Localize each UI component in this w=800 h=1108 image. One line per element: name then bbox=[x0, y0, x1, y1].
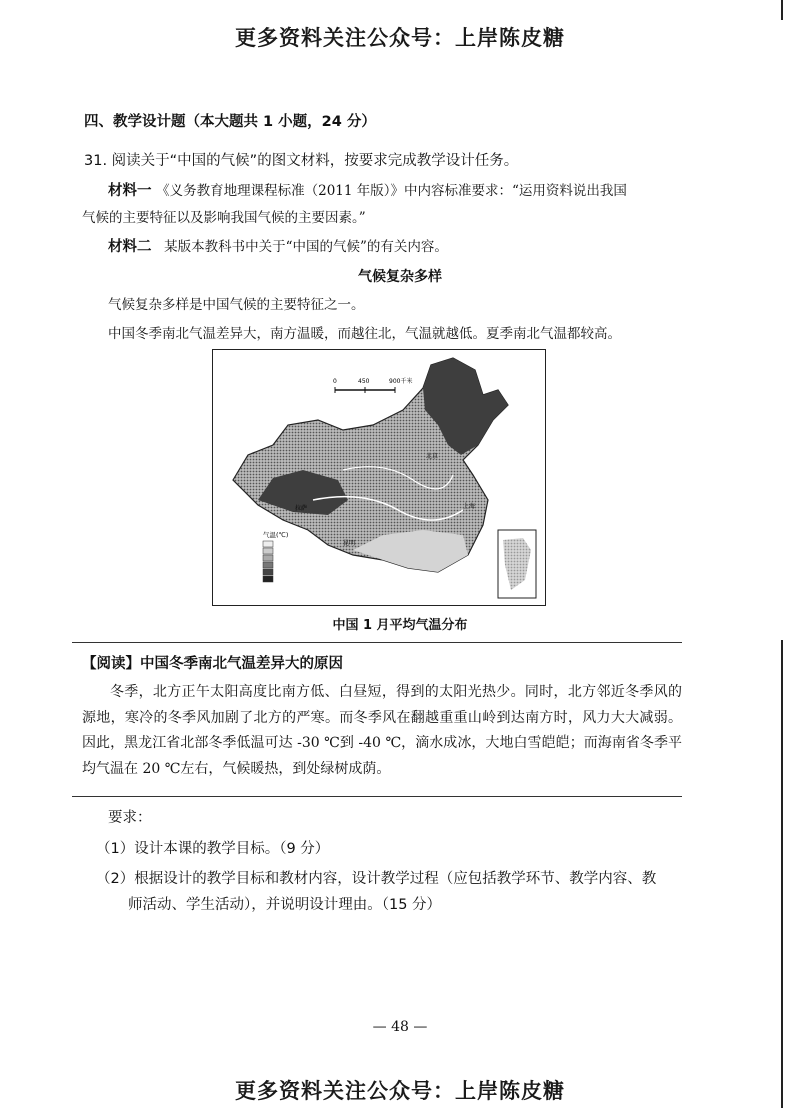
watermark-bottom: 更多资料关注公众号：上岸陈皮糖 bbox=[235, 1079, 565, 1103]
reading-title: 【阅读】中国冬季南北气温差异大的原因 bbox=[82, 656, 343, 672]
china-map-illustration bbox=[213, 350, 545, 605]
page-number: — 48 — bbox=[372, 1019, 428, 1035]
place-beijing: 北京 bbox=[426, 453, 439, 460]
place-lhasa: 拉萨 bbox=[295, 505, 308, 512]
textbook-heading: 气候复杂多样 bbox=[358, 269, 442, 285]
material-2 bbox=[108, 237, 448, 257]
material-2-text: 某版本教科书中关于“中国的气候”的有关内容。 bbox=[164, 239, 448, 255]
scale-label-450: 450 bbox=[358, 378, 370, 385]
requirement-2-cont: 师活动、学生活动），并说明设计理由。（15 分） bbox=[128, 897, 442, 913]
reading-paragraph: 冬季，北方正午太阳高度比南方低、白昼短，得到的太阳光热少。同时，北方邻近冬季风的源地，寒冷的冬季风加剧了北方的严寒。而冬季风在翻越重重山岭到达南方时，风力大大减弱。因此，黑龙江省北部冬季低温可达 -30 ℃到 -40 ℃，滴水成冰，大地白雪皑皑；而海南省冬季平均气温在 20 ℃左右，气候暖热，到处绿树成荫。 bbox=[82, 684, 682, 777]
reading-top-rule bbox=[72, 642, 682, 643]
question-text: 阅读关于“中国的气候”的图文材料，按要求完成教学设计任务。 bbox=[111, 153, 519, 169]
question-number: 31. bbox=[84, 153, 108, 169]
map-caption: 中国 1 月平均气温分布 bbox=[332, 618, 468, 633]
scan-edge-top bbox=[781, 0, 783, 20]
material-1-label: 材料一 bbox=[108, 183, 152, 199]
temperature-map bbox=[212, 349, 546, 606]
requirement-1: （1）设计本课的教学目标。（9 分） bbox=[96, 841, 330, 857]
place-shanghai: 上海 bbox=[463, 503, 476, 510]
material-1 bbox=[108, 181, 627, 201]
reading-bottom-rule bbox=[72, 796, 682, 797]
section-title: 四、教学设计题（本大题共 1 小题，24 分） bbox=[84, 114, 376, 130]
material-1-text: 《义务教育地理课程标准（2011 年版）》中内容标准要求：“运用资料说出我国 bbox=[156, 183, 627, 199]
scan-edge-right bbox=[781, 640, 783, 1108]
material-1-text-cont: 气候的主要特征以及影响我国气候的主要因素。” bbox=[82, 210, 366, 226]
watermark-top: 更多资料关注公众号：上岸陈皮糖 bbox=[235, 26, 565, 50]
requirements-label: 要求： bbox=[108, 810, 152, 826]
textbook-line-1: 气候复杂多样是中国气候的主要特征之一。 bbox=[108, 297, 365, 313]
material-2-label: 材料二 bbox=[108, 239, 152, 255]
requirement-2: （2）根据设计的教学目标和教材内容，设计教学过程（应包括教学环节、教学内容、教 bbox=[96, 871, 657, 887]
scale-label-900: 900千米 bbox=[389, 378, 413, 385]
textbook-line-2: 中国冬季南北气温差异大，南方温暖，而越往北，气温就越低。夏季南北气温都较高。 bbox=[108, 326, 621, 342]
question-prompt bbox=[84, 151, 518, 171]
legend-title: 气温(℃) bbox=[263, 531, 289, 539]
place-kunming: 昆明 bbox=[343, 540, 356, 547]
scale-label-0: 0 bbox=[333, 378, 337, 385]
